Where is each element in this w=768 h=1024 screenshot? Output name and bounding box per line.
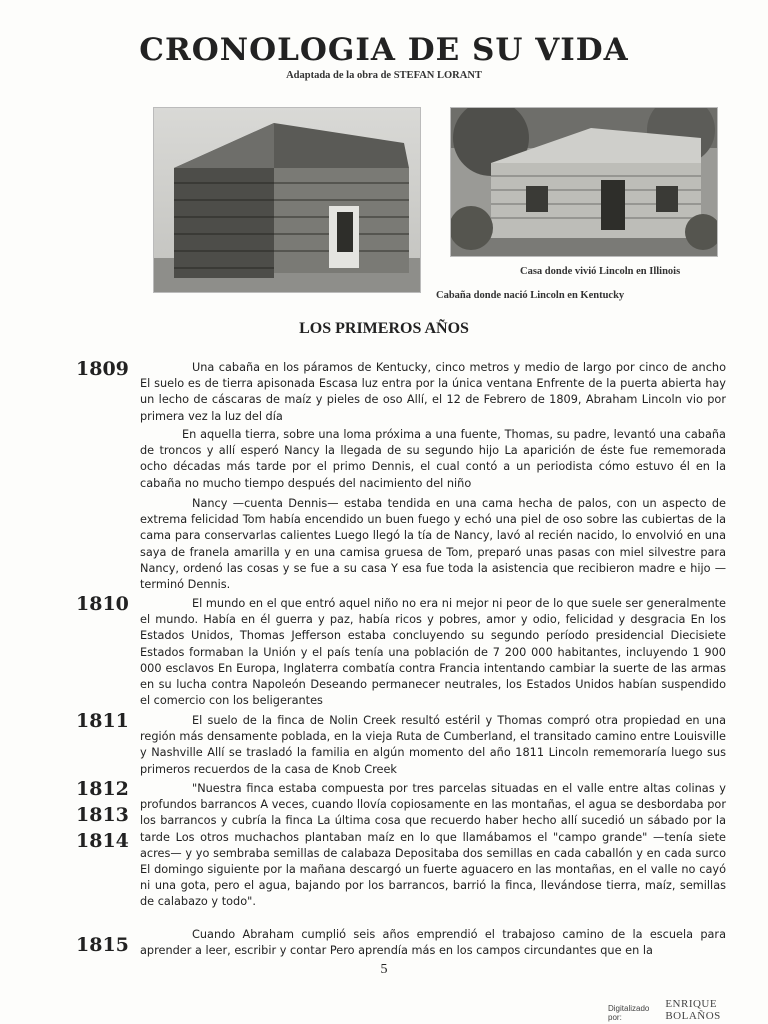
paragraph-1812-1814: "Nuestra finca estaba compuesta por tres parcelas situadas en el valle entre altas colinas y profundos barrancos A veces, cuando llovía copiosamente en las montañas, el agua se desbordaba por los barrancos y cubría la finca La última cosa que recuerdo haber hecho allí sucedió un sábado por la tarde Los otros muchachos plantaban maíz en lo que llamábamos el "campo grande" —tenía siete acres— y yo sembraba semillas de calabaza Depositaba dos semillas en cada caballón y en cada surco El domingo siguiente por la mañana descargó un fuerte aguacero en las montañas, en el valle no cayó ni una gota, pero el agua, bajando por los barrancos, barrió la finca, llevándose tierra, maíz, semillas de calabazo y todo". xyxy=(140,782,726,909)
birth-cabin-caption: Cabaña donde nació Lincoln en Kentucky xyxy=(436,290,625,301)
year-1809: 1809 xyxy=(76,358,129,380)
paragraph-1811: El suelo de la finca de Nolin Creek resultó estéril y Thomas compró otra propiedad en una región más densamente poblada, en la vieja Ruta de Cumberland, el transitado camino entre Louisville y Nashville Allí se trasladó la familia en algún momento del año 1811 Lincoln rememoraría luego sus primeros recuerdos de la casa de Knob Creek xyxy=(140,714,726,776)
page-title: CRONOLOGIA DE SU VIDA xyxy=(139,32,629,68)
watermark-label: Digitalizado por: xyxy=(608,1004,650,1022)
birth-cabin-photo xyxy=(153,107,421,293)
year-1814: 1814 xyxy=(76,830,129,852)
year-1815: 1815 xyxy=(76,934,129,956)
year-1811: 1811 xyxy=(76,710,129,732)
page-number: 5 xyxy=(380,962,388,977)
paragraph-1815: Cuando Abraham cumplió seis años emprendió el trabajoso camino de la escuela para aprender a leer, escribir y contar Pero aprendía más en los campos circundantes que en la xyxy=(140,928,726,958)
illinois-house-photo xyxy=(450,107,718,257)
paragraph-1809-1: Una cabaña en los páramos de Kentucky, cinco metros y medio de largo por cinco de ancho El suelo es de tierra apisonada Escasa luz entra por la única ventana Enfrente de la puerta abierta hay un lecho de cáscaras de maíz y pieles de oso Allí, el 12 de Febrero de 1809, Abraham Lincoln vio por primera vez la luz del día xyxy=(140,361,726,423)
digitization-watermark xyxy=(608,998,768,1022)
paragraph-1809-2: En aquella tierra, sobre una loma próxima a una fuente, Thomas, su padre, levantó una cabaña de troncos y allí esperó Nancy la llegada de su segundo hijo La aparición de éste fue rememorada ocho décadas más tarde por el primo Dennis, el cual contó a un periodista cómo estuvo él en la cabaña no mucho tiempo después del nacimiento del niño xyxy=(140,428,726,490)
illinois-house-caption: Casa donde vivió Lincoln en Illinois xyxy=(520,266,681,277)
paragraph-1810: El mundo en el que entró aquel niño no era ni mejor ni peor de lo que suele ser generalmente el mundo. Había en él guerra y paz, había ricos y pobres, amor y odio, felicidad y desgracia En los Estados Unidos, Thomas Jefferson estaba concluyendo su segundo período presidencial Diecisiete Estados formaban la Unión y el país tenía una población de 7 200 000 habitantes, incluyendo 1 900 000 esclavos En Europa, Inglaterra combatía contra Francia intentando cambiar la suerte de las armas en su lucha contra Napoleón Deseando permanecer neutrales, los Estados Unidos habían suspendido el comercio con los beligerantes xyxy=(140,597,726,708)
watermark-brand: ENRIQUE BOLAÑOS xyxy=(665,998,721,1022)
year-1810: 1810 xyxy=(76,593,129,615)
section-heading: LOS PRIMEROS AÑOS xyxy=(299,320,469,337)
year-1812: 1812 xyxy=(76,778,129,800)
year-1813: 1813 xyxy=(76,804,129,826)
page-subtitle: Adaptada de la obra de STEFAN LORANT xyxy=(286,70,482,81)
paragraph-1809-3: Nancy —cuenta Dennis— estaba tendida en una cama hecha de palos, con un aspecto de extrema felicidad Tom había encendido un buen fuego y echó una piel de oso sobre las cubiertas de la cama para conservarlas calientes Luego llegó la tía de Nancy, lavó al recién nacido, lo envolvió en una saya de franela amarilla y en una camisa gruesa de Tom, preparó unas pasas con miel silvestre para Nancy, ordenó las cosas y se fue a su casa Y esa fue toda la asistencia que recibieron madre e hijo —terminó Dennis. xyxy=(140,497,726,592)
